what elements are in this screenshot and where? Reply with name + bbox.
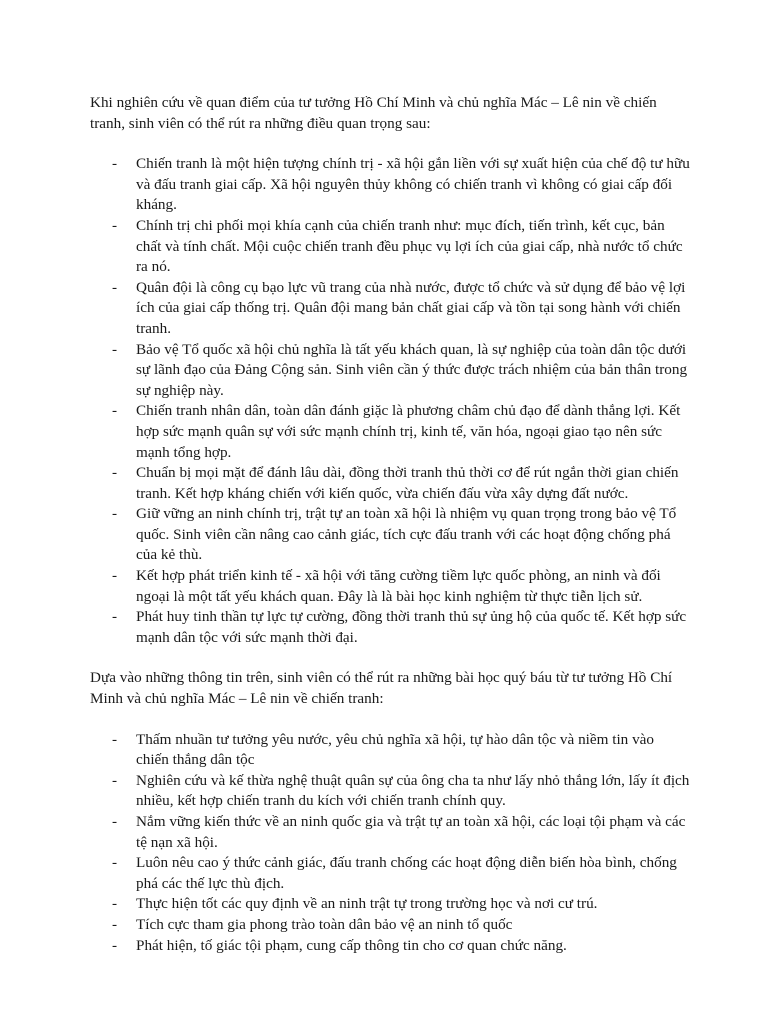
list-item-text: Phát hiện, tố giác tội phạm, cung cấp thông tin cho cơ quan chức năng.: [136, 936, 567, 954]
intro-paragraph: Khi nghiên cứu về quan điểm của tư tưởng Hồ Chí Minh và chủ nghĩa Mác – Lê nin về chiến tranh, sinh viên có thể rút ra những điều quan trọng sau:: [90, 94, 657, 132]
list-item: [90, 771, 690, 812]
dash-bullet: -: [112, 340, 118, 358]
list-item-text: Nắm vững kiến thức về an ninh quốc gia và trật tự an toàn xã hội, các loại tội phạm và các tệ nạn xã hội.: [136, 813, 686, 851]
list-item: [90, 607, 690, 648]
list-item: [90, 936, 690, 957]
list-item: [90, 915, 690, 936]
list-item-text: Tích cực tham gia phong trào toàn dân bảo vệ an ninh tổ quốc: [136, 915, 513, 933]
dash-bullet: -: [112, 915, 118, 933]
dash-bullet: -: [112, 402, 118, 420]
list-item-text: Thực hiện tốt các quy định về an ninh trật tự trong trường học và nơi cư trú.: [136, 895, 598, 913]
list-item-text: Chính trị chi phối mọi khía cạnh của chiến tranh như: mục đích, tiến trình, kết cục, bản chất và tính chất. Mội cuộc chiến tranh đều phục vụ lợi ích của giai cấp, nhà nước tổ chức ra nó.: [136, 216, 683, 276]
list-item: [90, 730, 690, 771]
conclusion-paragraph: Dựa vào những thông tin trên, sinh viên có thể rút ra những bài học quý báu từ tư tưởng Hồ Chí Minh và chủ nghĩa Mác – Lê nin về chiến tranh:: [90, 669, 673, 708]
dash-bullet: -: [112, 771, 118, 789]
dash-bullet: -: [112, 464, 118, 482]
points-list: [90, 154, 690, 648]
list-item: [90, 154, 690, 216]
list-item-text: Phát huy tinh thần tự lực tự cường, đồng thời tranh thủ sự ủng hộ của quốc tế. Kết hợp sức mạnh dân tộc với sức mạnh thời đại.: [136, 608, 687, 646]
list-item-text: Chuẩn bị mọi mặt để đánh lâu dài, đồng thời tranh thủ thời cơ để rút ngắn thời gian chiến tranh. Kết hợp kháng chiến với kiến quốc, vừa chiến đấu vừa xây dựng đất nước.: [136, 464, 679, 502]
dash-bullet: -: [112, 854, 118, 872]
list-item-text: Giữ vững an ninh chính trị, trật tự an toàn xã hội là nhiệm vụ quan trọng trong bảo vệ Tổ quốc. Sinh viên cần nâng cao cảnh giác, tích cực đấu tranh với các hoạt động chống phá của kẻ thù.: [136, 505, 677, 564]
dash-bullet: -: [112, 895, 118, 913]
list-item-text: Kết hợp phát triển kinh tế - xã hội với tăng cường tiềm lực quốc phòng, an ninh và đối ngoại là một tất yếu khách quan. Đây là là bài học kinh nghiệm từ thực tiễn lịch sử.: [136, 567, 661, 605]
list-item: [90, 278, 690, 340]
list-item: [90, 894, 690, 915]
dash-bullet: -: [112, 155, 118, 173]
dash-bullet: -: [112, 813, 118, 830]
list-item: [90, 853, 690, 894]
list-item: [90, 401, 690, 463]
list-item-text: Thấm nhuần tư tưởng yêu nước, yêu chủ nghĩa xã hội, tự hào dân tộc và niềm tin vào chiến thắng dân tộc: [136, 730, 654, 769]
list-item-text: Chiến tranh nhân dân, toàn dân đánh giặc là phương châm chủ đạo để dành thắng lợi. Kết hợp sức mạnh quân sự với sức mạnh chính trị, kinh tế, văn hóa, ngoại giao tạo nên sức mạnh tổng hợp.: [136, 402, 681, 461]
lessons-list: [90, 730, 690, 957]
dash-bullet: -: [112, 278, 118, 296]
list-item-text: Quân đội là công cụ bạo lực vũ trang của nhà nước, được tổ chức và sử dụng để bảo vệ lợi ích của giai cấp thống trị. Quân đội mang bản chất giai cấp và tồn tại song hành với chiến tranh.: [136, 278, 686, 337]
list-item: [90, 216, 690, 278]
dash-bullet: -: [112, 216, 118, 234]
dash-bullet: -: [112, 505, 118, 523]
list-item-text: Chiến tranh là một hiện tượng chính trị - xã hội gắn liền với sự xuất hiện của chế độ tư hữu và đấu tranh giai cấp. Xã hội nguyên thủy không có chiến tranh vì không có giai cấp đối kháng.: [136, 155, 690, 214]
dash-bullet: -: [112, 730, 118, 748]
list-item-text: Bảo vệ Tổ quốc xã hội chủ nghĩa là tất yếu khách quan, là sự nghiệp của toàn dân tộc dưới sự lãnh đạo của Đảng Cộng sản. Sinh viên cần ý thức được trách nhiệm của bản thân trong sự nghiệp này.: [136, 340, 688, 399]
list-item-text: Nghiên cứu và kế thừa nghệ thuật quân sự của ông cha ta như lấy nhỏ thắng lớn, lấy ít địch nhiều, kết hợp chiến tranh du kích với chiến tranh chính quy.: [136, 771, 690, 810]
list-item: [90, 504, 690, 566]
dash-bullet: -: [112, 608, 118, 626]
dash-bullet: -: [112, 567, 118, 585]
list-item-text: Luôn nêu cao ý thức cảnh giác, đấu tranh chống các hoạt động diễn biến hòa bình, chống phá các thế lực thù địch.: [136, 854, 677, 892]
list-item: [90, 812, 690, 853]
list-item: [90, 566, 690, 607]
document-page: [90, 93, 690, 956]
list-item: [90, 340, 690, 402]
dash-bullet: -: [112, 936, 118, 954]
list-item: [90, 463, 690, 504]
